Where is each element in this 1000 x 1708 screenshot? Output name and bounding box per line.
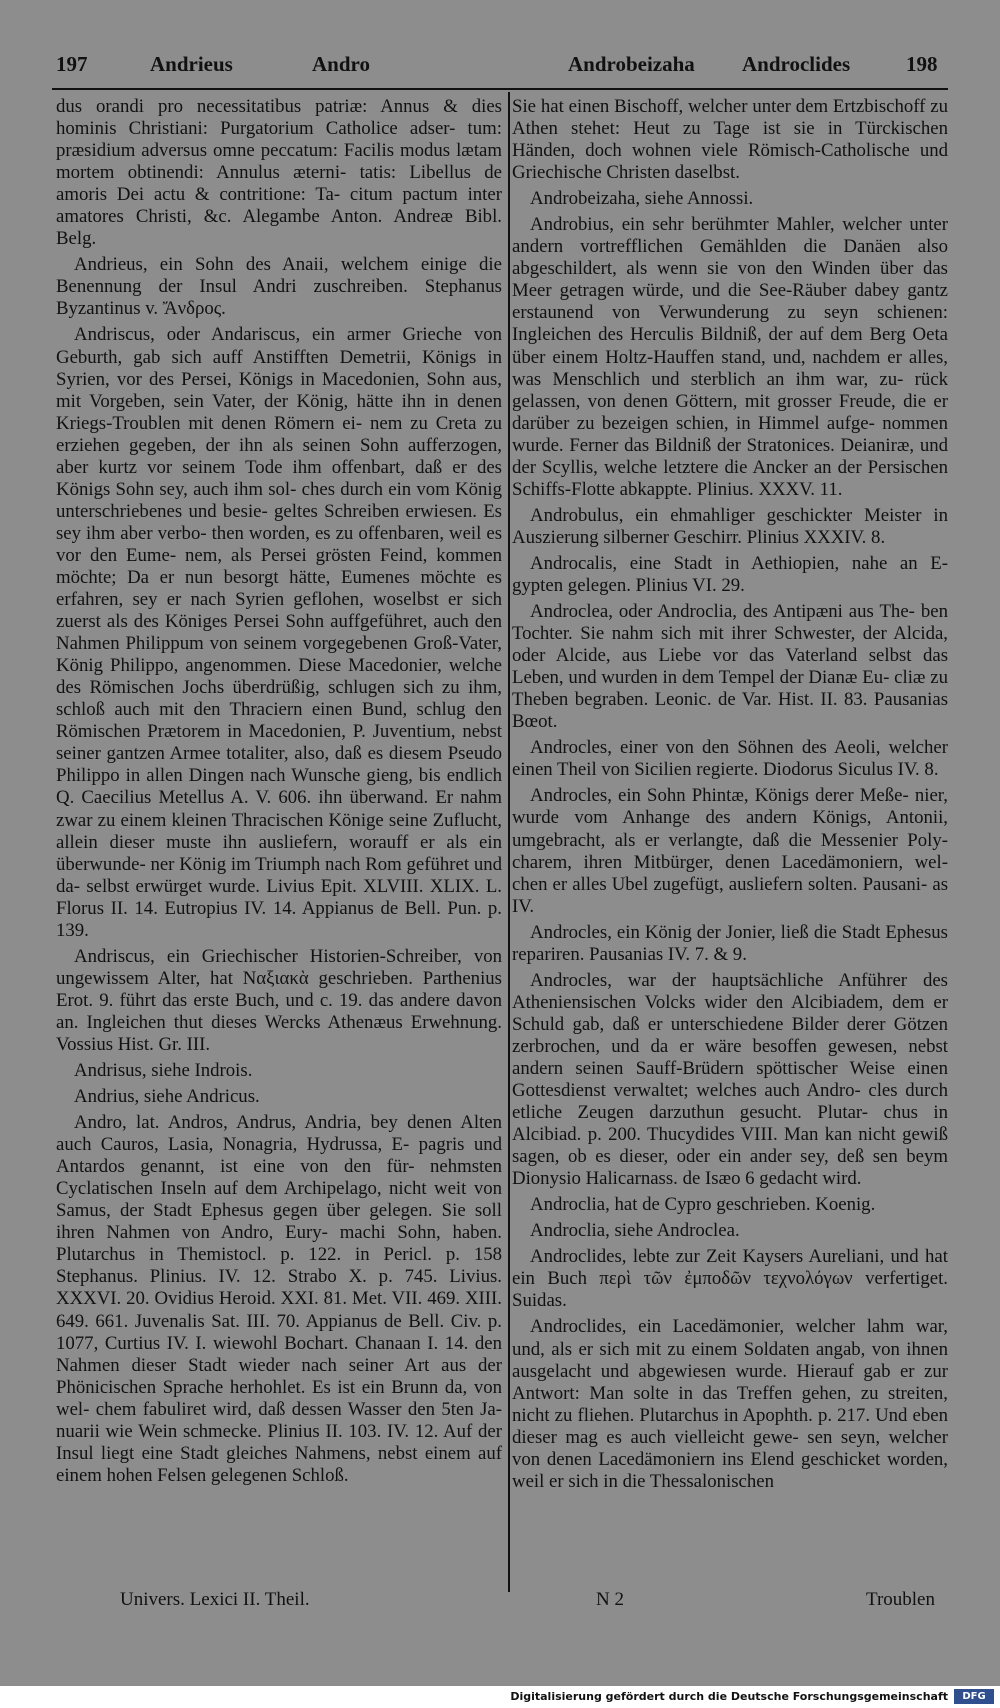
entry-paragraph: Androclia, hat de Cypro geschrieben. Koenig. — [530, 1194, 876, 1216]
entry-paragraph: Andriscus, oder Andariscus, ein armer Grieche von Geburth, gab sich auff Anstifften Demetrii, Königs in Syrien, vor des Persei, Königs in Macedonien, Sohn aus, mit Vorgeben, sein Vater, der König, hätte ihn in denen Kriegs-Troublen mit denen Römern ei- nem zu Creta zu erziehen gegeben, der ihn als seinen Sohn aufferzogen, aber kurtz vor seinem Tode ihm offenbart, daß er des Königs Sohn sey, auch ihm sol- ches durch ein vom König unterschriebenes und besie- geltes Schreiben erwiesen. Es sey ihm aber verbo- then worden, es zu offenbaren, weil es vor den Eume- nem, als Persei grösten Feind, kommen möchte; Da er nun besorgt hätte, Eumenes möchte es erfahren, sey er nach Syrien geflohen, woselbst er sich zuerst als des Königes Persei Sohn auffgeführet, auch den Nahmen Philippum von seinem vorgegebenen Groß-Vater, König Philippo, angenommen. Diese Macedonier, welche des Römischen Jochs überdrüßig, schlugen sich zu ihm, schloß auch mit den Thraciern einen Bund, schlug den Römischen Prætorem in Macedonien, P. Juventium, nebst seiner gantzen Armee totaliter, also, daß es diesem Pseudo Philippo in allen Dingen nach Wunsche gieng, bis endlich Q. Caecilius Metellus A. V. 606. ihn überwand. Er nahm zwar zu einem kleinen Thracischen Könige seine Zuflucht, allein dieser muste ihn ausliefern, worauff er als ein überwunde- ner König im Triumph nach Rom geführet und da- selbst erwürget wurde. Livius Epit. XLVIII. XLIX. L. Florus II. 14. Eutropius IV. 14. Appianus de Bell. Pun. p. 139. — [56, 324, 502, 941]
catchword-header-right-2: Androclides — [742, 52, 851, 76]
entry-paragraph: Sie hat einen Bischoff, welcher unter dem Ertzbischoff zu Athen stehet: Heut zu Tage ist sie in Türckischen Händen, doch wohnen viele Römisch-Catholische und Griechische Christen daselbst. — [512, 96, 948, 184]
entry-paragraph: Androcles, ein Sohn Phintæ, Königs derer Meße- nier, wurde vom Anhange des andern Königs, Antonii, umgebracht, als er verlangte, daß die Messenier Poly- charem, ihren Mitbürger, denen Lacedämoniern, wel- chen er alles Ubel zugefügt, ausliefern solten. Pausani- as IV. — [512, 785, 948, 917]
header-rule — [52, 88, 948, 90]
catchword-header-left-1: Andrieus — [150, 52, 233, 76]
signature-mark: N 2 — [596, 1589, 624, 1610]
catchword-header-left-2: Andro — [312, 52, 370, 76]
dfg-logo: DFG — [954, 1689, 994, 1704]
catchword-header-right-1: Androbeizaha — [568, 52, 695, 76]
entry-paragraph: dus orandi pro necessitatibus patriæ: Annus & dies hominis Christiani: Purgatorium Catholice adser- tum: præsidium adversus omne peccatum: Facilis modus lætam mortem obtinendi: Annulus æterni- tatis: Libellus de amoris Dei actu & contritione: Ta- citum pactum inter amatores Christi, &c. Alegambe Anton. Andreæ Bibl. Belg. — [56, 96, 502, 250]
entry-paragraph: Androcles, einer von den Söhnen des Aeoli, welcher einen Theil von Sicilien regierte. Diodorus Siculus IV. 8. — [512, 737, 948, 781]
entry-paragraph: Androbulus, ein ehmahliger geschickter Meister in Auszierung silberner Geschirr. Plinius XXXIV. 8. — [512, 504, 948, 548]
entry-paragraph: Androbeizaha, siehe Annossi. — [530, 188, 754, 210]
left-column — [56, 96, 502, 1491]
page-number-right: 198 — [906, 52, 938, 76]
page-number-left: 197 — [56, 52, 88, 76]
catchword: Troublen — [866, 1589, 935, 1610]
entry-paragraph: Androcles, war der hauptsächliche Anführer des Atheniensischen Volcks wider den Alcibiadem, dem er Schuld gab, daß er unterschiedene Bilder derer Götzen zerbrochen, und da er wäre besoffen gewesen, nebst andern seinen Sauff-Brüdern spöttischer Weise einen Gottesdienst verwaltet; welches auch Andro- cles durch etliche Zeugen darzuthun gesucht. Plutar- chus in Alcibiad. p. 200. Thucydides VIII. Man kan nicht gewiß sagen, ob es dieser, oder ein ander sey, deß sen beym Dionysio Halicarnass. de Isæo 6 gedacht wird. — [512, 969, 948, 1190]
entry-paragraph: Andro, lat. Andros, Andrus, Andria, bey denen Alten auch Cauros, Lasia, Nonagria, Hydrussa, E- pagris und Antardos genannt, ist eine von den für- nehmsten Cyclatischen Inseln auf dem Archipelago, nicht weit von Samus, der Stadt Ephesus gegen über gelegen. Sie soll ihren Nahmen von Andro, Eury- machi Sohn, haben. Plutarchus in Themistocl. p. 122. in Pericl. p. 158 Stephanus. Plinius. IV. 12. Strabo X. p. 745. Livius. XXXVI. 20. Ovidius Heroid. XXI. 81. Met. VII. 469. XIII. 649. 661. Juvenalis Sat. III. 70. Appianus de Bell. Civ. p. 1077, Curtius IV. I. wiewohl Bochart. Chanaan I. 14. den Nahmen dieser Stadt wieder nach seiner Art aus der Phönicischen Sprache herhohlet. Es ist ein Brunn da, von wel- chem fabuliret wird, daß dessen Wasser den 5ten Ja- nuarii wie Wein schmecke. Plinius II. 103. IV. 12. Auf der Insul liegt eine Stadt gleiches Nahmens, nebst einem auf einem hohen Felsen gelegenen Schloß. — [56, 1112, 502, 1486]
entry-paragraph: Androcalis, eine Stadt in Aethiopien, nahe an E- gypten gelegen. Plinius VI. 29. — [512, 552, 948, 596]
entry-paragraph: Andrisus, siehe Indrois. — [74, 1060, 253, 1082]
entry-paragraph: Andriscus, ein Griechischer Historien-Schreiber, von ungewissem Alter, hat Ναξιακὰ geschrieben. Parthenius Erot. 9. führt das erste Buch, und c. 19. das andere davon an. Ingleichen thut dieses Wercks Athenæus Erwehnung. Vossius Hist. Gr. III. — [56, 945, 502, 1055]
footer-volume-title: Univers. Lexici II. Theil. — [120, 1589, 310, 1610]
right-column — [512, 96, 948, 1497]
entry-paragraph: Androclides, lebte zur Zeit Kaysers Aureliani, und hat ein Buch περὶ τῶν ἐμποδῶν τεχνολόγων verfertiget. Suidas. — [512, 1246, 948, 1312]
entry-paragraph: Androbius, ein sehr berühmter Mahler, welcher unter andern vortrefflichen Gemählden die Danäen also abgeschildert, als wenn sie von den Winden über das Meer getragen würde, und die See-Räuber dabey gantz erstaunend von Verwunderung zu seyn schienen: Ingleichen des Herculis Bildniß, der auf dem Berg Oeta über einem Holtz-Hauffen stand, und, nachdem er alles, was Menschlich und sterblich an ihm war, zu- rück gelassen, von denen Göttern, mit grosser Freude, die er darüber zu bezeigen schien, in Himmel aufge- nommen wurde. Ferner das Bildniß der Stratonices. Deianiræ, und der Scyllis, welche letztere die Ancker an der Persischen Schiffs-Flotte abkappte. Plinius. XXXV. 11. — [512, 214, 948, 500]
entry-paragraph: Androclides, ein Lacedämonier, welcher lahm war, und, als er sich mit zu einem Soldaten angab, von ihnen ausgelacht und abgewiesen wurde. Hierauf gab er zur Antwort: Man solte in das Treffen gehen, zu streiten, nicht zu fliehen. Plutarchus in Apophth. p. 217. Und eben dieser mag es auch vielleicht gewe- sen seyn, welcher von denen Lacedämoniern ins Elend geschicket worden, weil er sich in die Thessalonischen — [512, 1316, 948, 1492]
entry-paragraph: Androclia, siehe Androclea. — [530, 1220, 740, 1242]
entry-paragraph: Andrieus, ein Sohn des Anaii, welchem einige die Benennung der Insul Andri zuschreiben. Stephanus Byzantinus v. Ἄνδρος. — [56, 254, 502, 320]
digitization-credit: Digitalisierung gefördert durch die Deutsche Forschungsgemeinschaft — [510, 1690, 948, 1703]
entry-paragraph: Andrius, siehe Andricus. — [74, 1086, 260, 1108]
entry-paragraph: Androclea, oder Androclia, des Antipæni aus The- ben Tochter. Sie nahm sich mit ihrer Schwester, der Alcida, oder Alcide, aus Liebe vor das Vaterland selbst das Leben, und wurden in dem Tempel der Dianæ Eu- cliæ zu Theben begraben. Leonic. de Var. Hist. II. 83. Pausanias Bœot. — [512, 601, 948, 733]
column-divider — [508, 92, 510, 1592]
entry-paragraph: Androcles, ein König der Jonier, ließ die Stadt Ephesus repariren. Pausanias IV. 7. & 9. — [512, 921, 948, 965]
